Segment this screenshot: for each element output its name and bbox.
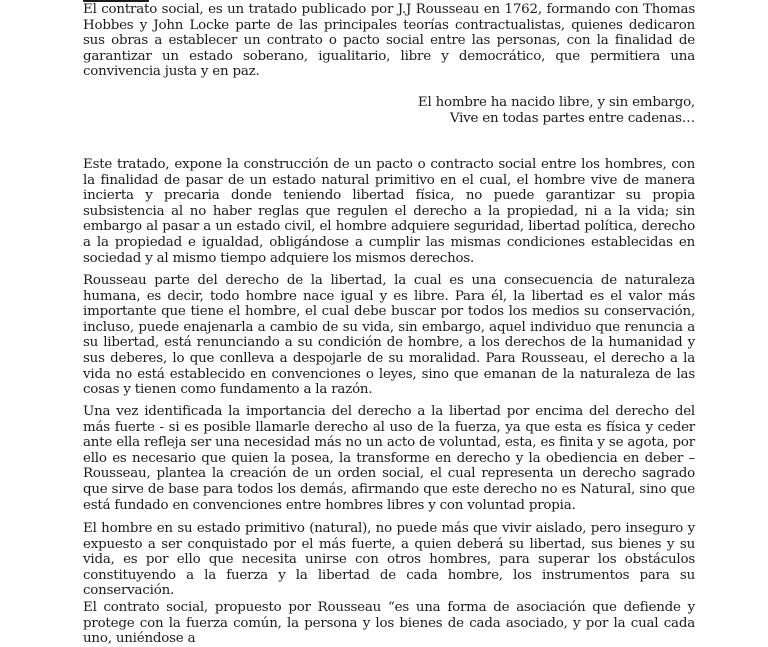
- quote-line-2: Vive en todas partes entre cadenas…: [449, 110, 695, 126]
- paragraph-liberty: Rousseau parte del derecho de la libertad, la cual es una consecuencia de naturaleza humana, es decir, todo hombre nace igual y es libre. Para él, la libertad es el valor más importante que tiene el hombre, el cual debe buscar por todos los medios su conservación, incluso, puede enajenarla a cambio de su vida, sin embargo, aquel individuo que renuncia a su libertad, está renunciando a su condición de hombre, a los derechos de la humanidad y sus deberes, lo que conlleva a despojarle de su moralidad. Para Rousseau, el derecho a la vida no está establecido en convenciones o leyes, sino que emanan de la naturaleza de las cosas y tienen como fundamento a la razón.: [83, 273, 695, 398]
- epigraph-quote: [418, 95, 695, 126]
- quote-line-1: El hombre ha nacido libre, y sin embargo,: [417, 95, 695, 110]
- paragraph-contract-definition: El contrato social, propuesto por Rousseau “es una forma de asociación que defiende y protege con la fuerza común, la persona y los bienes de cada asociado, y por la cual cada uno, uniéndose a: [83, 600, 695, 647]
- paragraph-primitive-state: El hombre en su estado primitivo (natural), no puede más que vivir aislado, pero inseguro y expuesto a ser conquistado por el más fuerte, a quien deberá su libertad, sus bienes y su vida, es por ello que necesita unirse con otros hombres, para superar los obstáculos constituyendo a la fuerza y la libertad de cada hombre, los instrumentos para su conservación.: [83, 521, 695, 599]
- paragraph-social-order: Una vez identificada la importancia del derecho a la libertad por encima del derecho del más fuerte - si es posible llamarle derecho al uso de la fuerza, ya que esta es física y ceder ante ella refleja ser una necesidad más no un acto de voluntad, esta, es finita y se agota, por ello es necesario que quien la posea, la transforme en derecho y la obediencia en deber – Rousseau, plantea la creación de un orden social, el cual representa un derecho sagrado que sirve de base para todos los demás, afirmando que este derecho no es Natural, sino que está fundado en convenciones entre hombres libres y con voluntad propia.: [83, 404, 695, 513]
- paragraph-treaty: Este tratado, expone la construcción de un pacto o contracto social entre los hombres, con la finalidad de pasar de un estado natural primitivo en el cual, el hombre vive de manera incierta y precaria donde teniendo libertad física, no puede garantizar su propia subsistencia al no haber reglas que regulen el derecho a la propiedad, ni a la vida; sin embargo al pasar a un estado civil, el hombre adquiere seguridad, libertad política, derecho a la propiedad e igualdad, obligándose a cumplir las mismas condiciones establecidas en sociedad y al mismo tiempo adquiere los mismos derechos.: [83, 157, 695, 266]
- paragraph-intro: El contrato social, es un tratado publicado por J.J Rousseau en 1762, formando con Thomas Hobbes y John Locke parte de las principales teorías contractualistas, quienes dedicaron sus obras a establecer un contrato o pacto social entre las personas, con la finalidad de garantizar un estado soberano, igualitario, libre y democrático, que permitiera una convivencia justa y en paz.: [83, 2, 695, 80]
